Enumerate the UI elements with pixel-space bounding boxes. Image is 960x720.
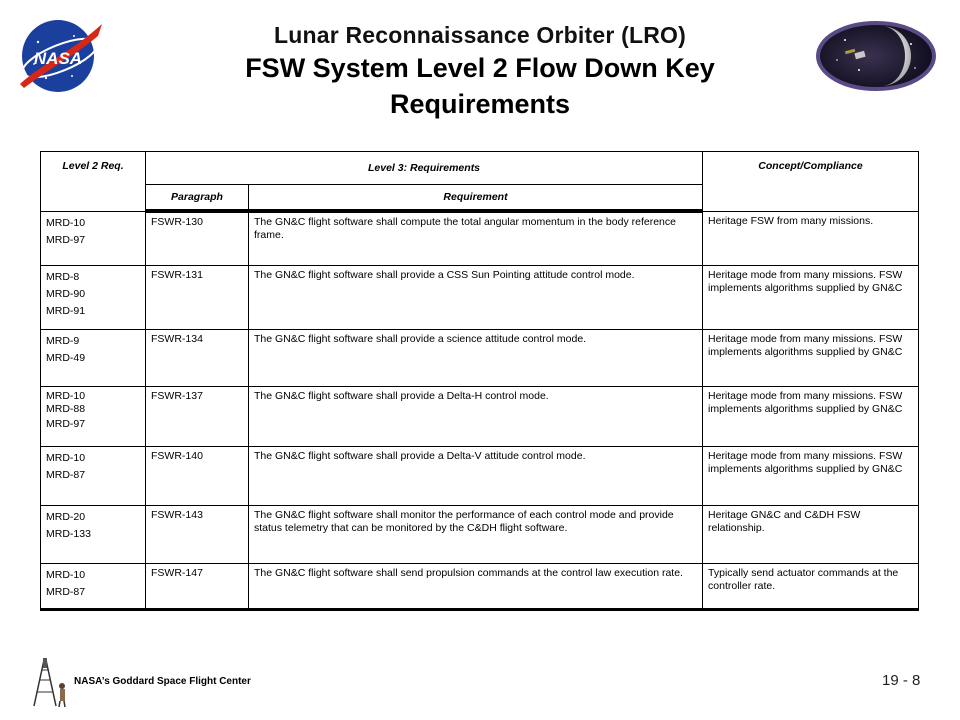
level2-id: MRD-8 [46,270,80,283]
level2-id: MRD-88 [46,402,86,415]
header-paragraph: Paragraph [146,185,249,212]
paragraph-cell: FSWR-134 [146,329,249,386]
level2-id: MRD-10 [46,568,86,581]
concept-cell: Heritage FSW from many missions. [703,211,919,265]
table-row [41,329,919,386]
requirement-cell: The GN&C flight software shall send propulsion commands at the control law execution rate. [249,563,703,609]
level2-id: MRD-20 [46,510,86,523]
requirement-cell: The GN&C flight software shall provide a Delta-H control mode. [249,386,703,446]
table-row [41,446,919,505]
requirements-table [40,151,919,611]
paragraph-cell: FSWR-143 [146,505,249,563]
level2-id: MRD-97 [46,233,86,246]
concept-cell: Heritage mode from many missions. FSW implements algorithms supplied by GN&C [703,329,919,386]
level2-id: MRD-90 [46,287,86,300]
concept-cell: Heritage mode from many missions. FSW implements algorithms supplied by GN&C [703,386,919,446]
table-row [41,563,919,609]
requirement-cell: The GN&C flight software shall monitor the performance of each control mode and provide status telemetry that can be monitored by the C&DH flight software. [249,505,703,563]
requirement-cell: The GN&C flight software shall compute the total angular momentum in the body reference frame. [249,211,703,265]
table-row [41,386,919,446]
goddard-center-name: NASA’s Goddard Space Flight Center [74,676,251,687]
paragraph-cell: FSWR-140 [146,446,249,505]
concept-cell: Typically send actuator commands at the controller rate. [703,563,919,609]
header-concept: Concept/Compliance [703,152,919,212]
requirement-cell: The GN&C flight software shall provide a Delta-V attitude control mode. [249,446,703,505]
nasa-logo-text: NASA [33,49,83,68]
header-requirement: Requirement [249,185,703,212]
level2-cell [41,329,146,386]
level2-id: MRD-91 [46,304,86,317]
paragraph-cell: FSWR-137 [146,386,249,446]
level2-id: MRD-133 [46,527,91,540]
title-line-3: Requirements [389,89,571,119]
requirement-cell: The GN&C flight software shall provide a science attitude control mode. [249,329,703,386]
level2-id: MRD-10 [46,389,86,402]
requirement-cell: The GN&C flight software shall provide a CSS Sun Pointing attitude control mode. [249,265,703,329]
level2-cell [41,505,146,563]
nasa-logo [14,14,104,98]
lro-mission-logo [815,20,937,92]
concept-cell: Heritage mode from many missions. FSW implements algorithms supplied by GN&C [703,446,919,505]
title-line-2: FSW System Level 2 Flow Down Key [245,53,715,83]
paragraph-cell: FSWR-147 [146,563,249,609]
level2-id: MRD-87 [46,468,86,481]
page-number: 19 - 8 [882,672,921,689]
level2-cell [41,265,146,329]
table-row [41,505,919,563]
paragraph-cell: FSWR-131 [146,265,249,329]
table-row [41,211,919,265]
level2-id: MRD-49 [46,351,86,364]
slide-title [150,22,810,121]
table-row [41,265,919,329]
level2-id: MRD-9 [46,334,80,347]
paragraph-cell: FSWR-130 [146,211,249,265]
level2-id: MRD-97 [46,417,86,430]
level2-cell [41,386,146,446]
title-line-1: Lunar Reconnaissance Orbiter (LRO) [274,22,686,48]
concept-cell: Heritage mode from many missions. FSW implements algorithms supplied by GN&C [703,265,919,329]
level2-cell [41,563,146,609]
level2-cell [41,446,146,505]
concept-cell: Heritage GN&C and C&DH FSW relationship. [703,505,919,563]
level2-cell [41,211,146,265]
level2-id: MRD-87 [46,585,86,598]
level2-id: MRD-10 [46,451,86,464]
header-level2: Level 2 Req. [41,152,146,212]
goddard-rocket-icon [28,656,68,708]
header-level3: Level 3: Requirements [146,152,703,185]
level2-id: MRD-10 [46,216,86,229]
